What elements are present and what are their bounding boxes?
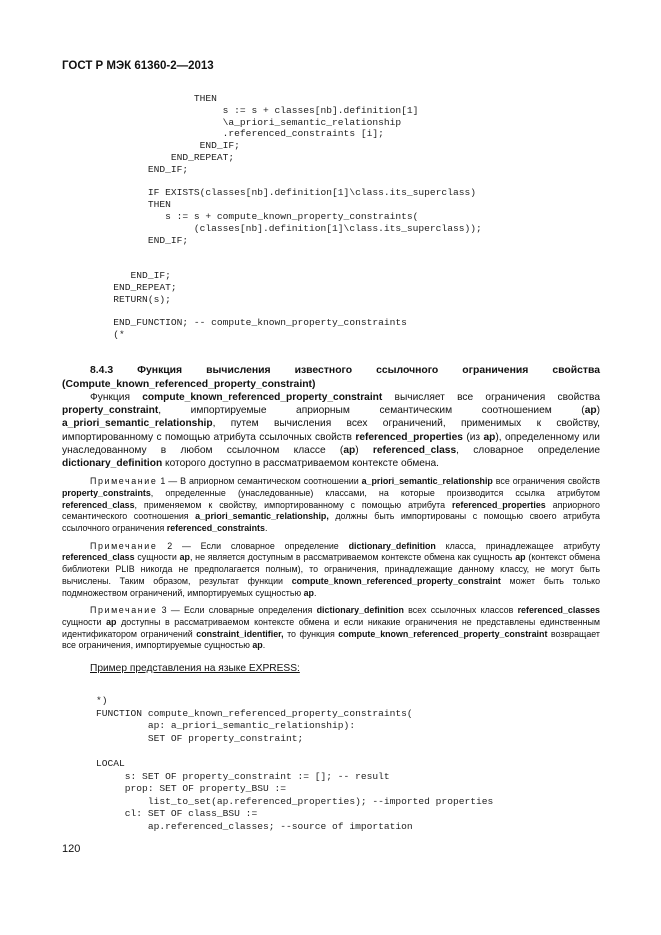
note-3: Примечание 3 — Если словарные определения dictionary_definition всех ссылочных классов referenced_classes сущности ap доступны в рассматриваемом контексте обмена и если никакие ограничения не представлены единственным идентификатором ограничений constraint_identifier, то функция compute_known_referenced_property_constraint возвращает все ограничения, импортируемые сущностью ap. — [62, 605, 600, 651]
code-line: SET OF property_constraint; — [96, 732, 304, 744]
code-line: cl: SET OF class_BSU := — [96, 808, 258, 820]
code-line: END_FUNCTION; -- compute_known_property_constraints — [96, 317, 407, 329]
section-number: 8.4.3 — [90, 365, 114, 376]
code-line: ap.referenced_classes; --source of importation — [96, 820, 413, 832]
note-2: Примечание 2 — Если словарное определение dictionary_definition класса, принадлежащее атрибуту referenced_class сущности ap, не является доступным в рассматриваемом контексте обмена как сущность ap (контекст обмена библиотеки PLIB никогда не предполагается полным), то ограничения, принадлежащие данному классу, не могут быть вычислены. Таким образом, результат функции compute_known_referenced_property_constraint может быть только подмножеством ограничений, импортируемых сущностью ap. — [62, 540, 601, 598]
code-line: list_to_set(ap.referenced_properties); --imported properties — [96, 795, 494, 807]
code-line: (classes[nb].definition[1]\class.its_superclass)); — [96, 222, 482, 234]
code-line: END_IF; — [96, 163, 189, 175]
code-line: FUNCTION compute_known_referenced_property_constraints( — [96, 707, 413, 719]
paragraph-description: Функция compute_known_referenced_property_constraint вычисляет все ограничения свойства property_constraint, импортируемые априорным семантическим соотношением (ap) a_priori_semantic_relationship, путем вычисления всех ограничений, применимых к свойству, импортированному с помощью атрибута ссылочных свойств referenced_properties (из ap), определенному или унаследованному в любом ссылочном классе (ap) referenced_class, словарное определение dictionary_definition которого доступно в рассматриваемом контексте обмена. — [62, 392, 600, 470]
code-line: THEN — [96, 93, 217, 104]
code-line: RETURN(s); — [96, 293, 171, 305]
code-line: LOCAL — [96, 757, 125, 769]
code-line: ap: a_priori_semantic_relationship): — [96, 720, 356, 732]
code-line: IF EXISTS(classes[nb].definition[1]\class.its_superclass) — [96, 187, 476, 199]
code-line: END_IF; — [96, 269, 171, 281]
example-label: Пример представления на языке EXPRESS: — [90, 663, 300, 674]
code-block-top — [96, 93, 482, 341]
code-line: (* — [96, 328, 125, 340]
section-title: Функция вычисления известного ссылочного ограничения свойства (Compute_known_referenced_property_constraint) — [62, 365, 600, 390]
code-line: END_IF; — [96, 140, 240, 152]
code-line: prop: SET OF property_BSU := — [96, 783, 286, 795]
code-line: END_IF; — [96, 234, 189, 246]
code-line: *) — [96, 695, 108, 706]
code-line: THEN — [96, 199, 171, 211]
main-text — [62, 364, 600, 652]
document-header: ГОСТ Р МЭК 61360-2—2013 — [62, 60, 214, 72]
code-line: s := s + compute_known_property_constraints( — [96, 210, 419, 222]
code-line: END_REPEAT; — [96, 151, 235, 163]
section-heading — [62, 364, 600, 391]
code-line: .referenced_constraints [i]; — [96, 128, 384, 140]
code-line: \a_priori_semantic_relationship — [96, 116, 402, 128]
code-line: END_REPEAT; — [96, 281, 177, 293]
code-block-bottom — [96, 695, 493, 834]
code-line: s := s + classes[nb].definition[1] — [96, 104, 419, 116]
page-number: 120 — [62, 843, 81, 855]
code-line: s: SET OF property_constraint := []; -- result — [96, 770, 390, 782]
note-1: Примечание 1 — В априорном семантическом соотношении a_priori_semantic_relationship все ограничения свойств property_constraints, определенные (унаследованные) классами, на которые производится ссылка атрибутом referenced_class, применяемом к свойству, импортированному с помощью атрибута referenced_properties априорного семантического соотношения a_priori_semantic_relationship, должны быть импортированы с помощью своего атрибута ссылочного ограничения referenced_constraints. — [62, 476, 600, 534]
